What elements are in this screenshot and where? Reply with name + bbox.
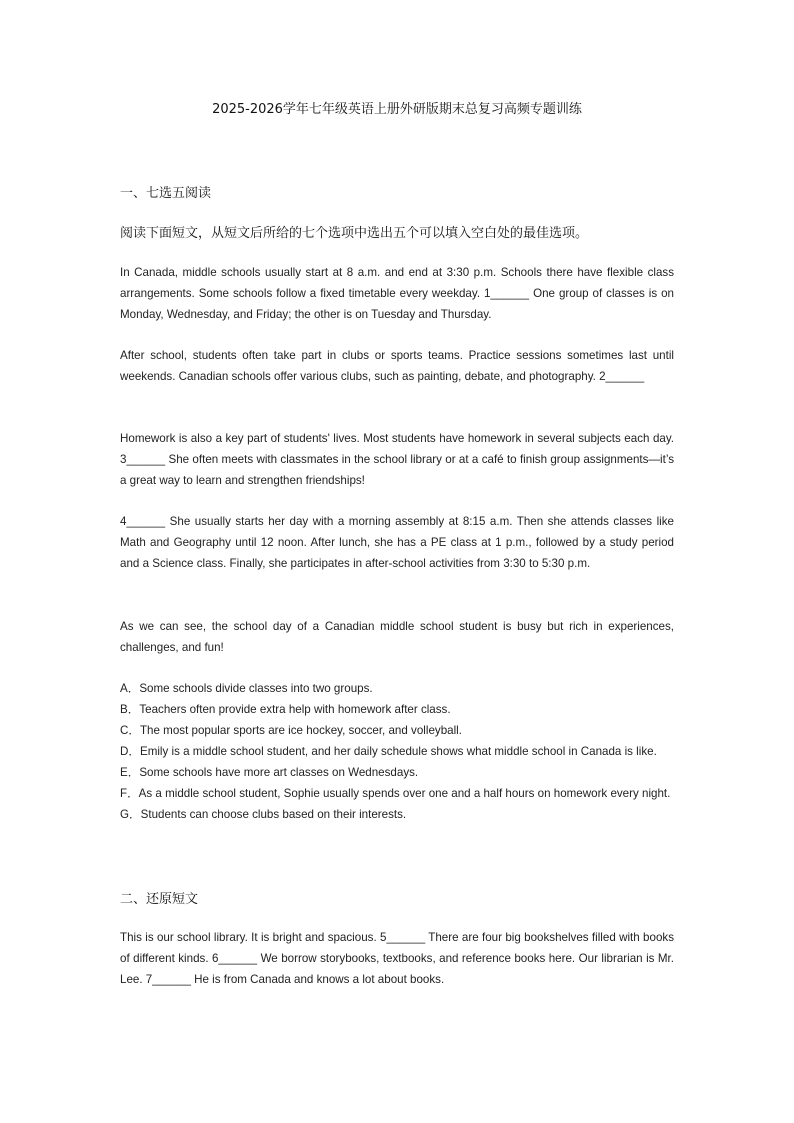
paragraph-text: As we can see, the school day of a Canadian middle school student is busy but rich in experiences, challenges, and fun! [120,620,674,654]
paragraph-text: In Canada, middle schools usually start at 8 a.m. and end at 3:30 p.m. Schools there have flexible class arrangements. Some schools follow a fixed timetable every weekday. 1______ One group of classes is on Monday, Wednesday, and Friday; the other is on Tuesday and Thursday. [120,266,674,321]
paragraph-text: After school, students often take part in clubs or sports teams. Practice sessions sometimes last until weekends. Canadian schools offer various clubs, such as painting, debate, and photography. 2______ [120,349,674,383]
paragraph-text: This is our school library. It is bright and spacious. 5______ There are four big bookshelves filled with books of different kinds. 6______ We borrow storybooks, textbooks, and reference books here. Our librarian is Mr. Lee. 7______ He is from Canada and knows a lot about books. [120,931,674,986]
page-title: 2025-2026学年七年级英语上册外研版期末总复习高频专题训练 [212,102,582,117]
options-list [120,678,674,825]
section1-heading: 一、七选五阅读 [120,186,212,201]
option-a: A．Some schools divide classes into two groups. [120,682,373,695]
section2-paragraph [120,927,674,990]
option-f: F．As a middle school student, Sophie usually spends over one and a half hours on homework every night. [120,787,671,800]
option-e: E．Some schools have more art classes on Wednesdays. [120,766,419,779]
section1-paragraph-5 [120,616,674,658]
section1-paragraph-1 [120,262,674,325]
section1-paragraph-3 [120,428,674,491]
section1-instruction: 阅读下面短文，从短文后所给的七个选项中选出五个可以填入空白处的最佳选项。 [120,226,589,241]
option-d: D．Emily is a middle school student, and her daily schedule shows what middle school in Canada is like. [120,745,657,758]
section2-heading: 二、还原短文 [120,892,199,907]
paragraph-text: 4______ She usually starts her day with a morning assembly at 8:15 a.m. Then she attends classes like Math and Geography until 12 noon. After lunch, she has a PE class at 1 p.m., followed by a study period and a Science class. Finally, she participates in after-school activities from 3:30 to 5:30 p.m. [120,515,674,570]
section1-paragraph-4 [120,511,674,574]
option-g: G．Students can choose clubs based on their interests. [120,808,407,821]
section1-paragraph-2 [120,345,674,387]
paragraph-text: Homework is also a key part of students' lives. Most students have homework in several subjects each day. 3______ She often meets with classmates in the school library or at a café to finish group assignments—it’s a great way to learn and strengthen friendships! [120,432,674,487]
option-c: C．The most popular sports are ice hockey, soccer, and volleyball. [120,724,462,737]
option-b: B．Teachers often provide extra help with homework after class. [120,703,451,716]
